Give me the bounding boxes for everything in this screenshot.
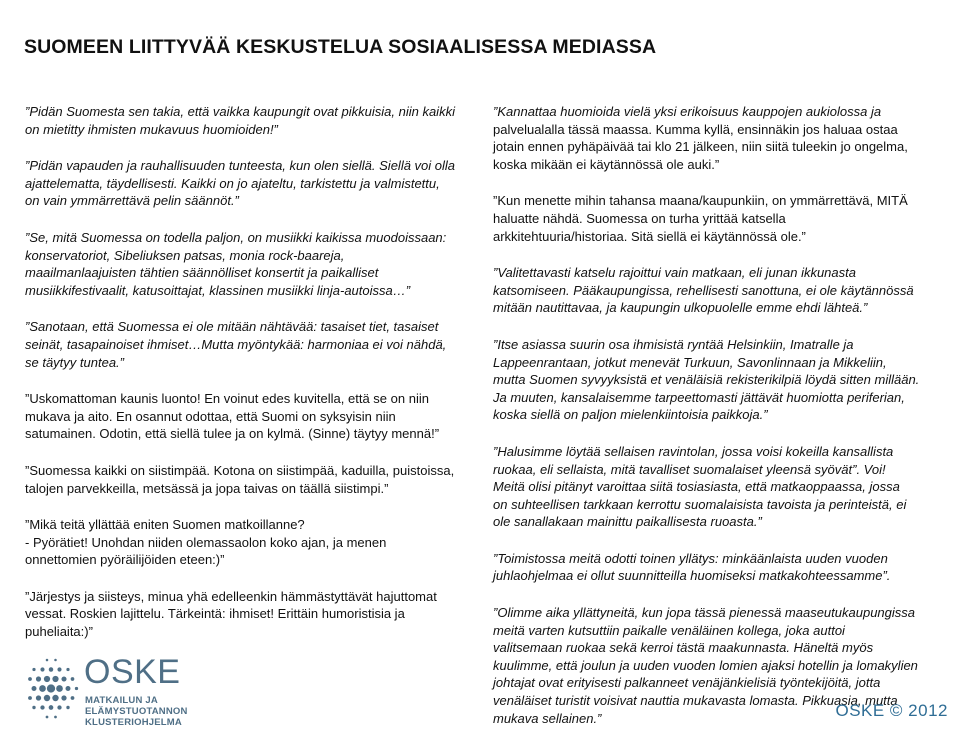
logo-subtitle-line-3: KLUSTERIOHJELMA xyxy=(85,717,182,728)
quote-paragraph xyxy=(493,550,945,585)
quote-line: palvelualalla tässä maassa. Kumma kyllä, ensinnäkin jos haluaa ostaa xyxy=(493,121,898,137)
logo-subtitle-line-2: ELÄMYSTUOTANNON xyxy=(85,706,188,717)
quote-paragraph xyxy=(493,103,945,173)
quote-line: juhlaohjelmaa ei ollut suunnitteilla huomiseksi matkakohteessamme”. xyxy=(493,568,891,584)
quote-paragraph xyxy=(25,462,465,497)
quote-line: seinät, tasapainoiset ihmiset…Mutta myöntykää: harmoniaa ei voi nähdä, xyxy=(25,336,447,352)
quote-line: koska siellä on paljon mielenkiintoisia paikkoja.” xyxy=(493,407,768,423)
quote-line: ”Sanotaan, että Suomessa ei ole mitään nähtävää: tasaiset tiet, tasaiset xyxy=(25,319,439,335)
quote-line: katsomiseen. Pääkaupungissa, rehellisesti sanottuna, ei ole käytännössä xyxy=(493,282,914,298)
quote-line: on vain ymmärrettävä pelin säännöt.” xyxy=(25,193,239,209)
quote-paragraph xyxy=(25,390,465,443)
quote-line: ole sanallakaan mainittu paikallisesta ruoasta.” xyxy=(493,514,762,530)
quote-paragraph xyxy=(493,443,945,531)
quote-paragraph xyxy=(493,264,945,317)
quote-line: Lappeenrantaan, jotkut menevät Turkuun, Savonlinnaan ja Mikkeliin, xyxy=(493,354,887,370)
quote-line: ”Uskomattoman kaunis luonto! En voinut edes kuvitella, että se on niin xyxy=(25,391,429,407)
quote-line: ”Järjestys ja siisteys, minua yhä edelleenkin hämmästyttävät hajuttomat xyxy=(25,588,437,604)
quote-paragraph xyxy=(25,516,465,569)
quote-line: ”Kun menette mihin tahansa maana/kaupunkiin, on ymmärrettävä, MITÄ xyxy=(493,193,908,209)
quote-line: Meitä olisi pitänyt varoittaa siitä tosiasiasta, että matkaoppaassa, jossa xyxy=(493,479,900,495)
quote-line: koska mikään ei käytännössä ole auki.” xyxy=(493,156,720,172)
quote-line: valitsemaan ruokaa sekä kerroi tästä maakunnasta. Häneltä myös xyxy=(493,640,874,656)
oske-logo xyxy=(25,653,195,728)
quote-line: johtajat ovat erityisesti palkanneet venäjänkielisiä työntekijöitä, jotta xyxy=(493,675,881,691)
quote-line: mutta Suomen syvyyksistä et venäläisiä rekisterikilpiä löydä sitten millään. xyxy=(493,372,920,388)
quote-line: ”Pidän vapauden ja rauhallisuuden tunteesta, kun olen siellä. Siellä voi olla xyxy=(25,158,456,174)
quote-paragraph xyxy=(25,318,465,371)
quote-line: satumainen. Odotin, että siellä tulee ja on kylmä. (Sinne) täytyy mennä!” xyxy=(25,426,440,442)
quote-line: maailmanlaajuisten tähtien säännölliset konsertit ja paikalliset xyxy=(25,265,379,281)
quote-line: ”Toimistossa meitä odotti toinen yllätys: minkäänlaista uuden vuoden xyxy=(493,550,888,566)
quote-paragraph xyxy=(25,103,465,138)
quote-line: mitään nautittavaa, ja kaupungin ulkopuolelle emme ehdi lähteä.” xyxy=(493,300,868,316)
quote-line: jotain ennen pyhäpäivää tai klo 21 jälkeen, niin siitä tuleekin jo ongelma, xyxy=(493,139,908,155)
oske-logo-dots-icon xyxy=(25,655,81,725)
page-title: SUOMEEN LIITTYVÄÄ KESKUSTELUA SOSIAALISESSA MEDIASSA xyxy=(24,36,657,58)
logo-name: OSKE xyxy=(84,653,181,691)
quote-line: ”Se, mitä Suomessa on todella paljon, on musiikki kaikissa muodoissaan: xyxy=(25,229,447,245)
quote-line: ruokaa, eli sellaista, mitä tavalliset suomalaiset yleensä syövät”. Voi! xyxy=(493,461,886,477)
quote-paragraph xyxy=(25,157,465,210)
quote-paragraph xyxy=(493,336,945,424)
quote-line: ”Pidän Suomesta sen takia, että vaikka kaupungit ovat pikkuisia, niin kaikki xyxy=(25,104,455,119)
quote-line: on mietitty ihmisten mukavuus huomioiden!” xyxy=(25,121,278,137)
quote-line: musiikkifestivaalit, katusoittajat, klassinen musiikki linja-autoissa…” xyxy=(25,282,411,298)
quote-paragraph xyxy=(493,192,945,245)
quote-line: se täytyy tuntea.” xyxy=(25,354,124,370)
quote-line: onnettomien pyöräilijöiden eteen:)” xyxy=(25,552,225,568)
quote-line: meitä varten kutsuttiin paikalle venäläinen kollega, joka auttoi xyxy=(493,622,845,638)
quote-line: konservatoriot, Sibeliuksen patsas, monia rock-baareja, xyxy=(25,247,345,263)
quote-line: Ja muuten, kansalaisemme tarpeettomasti jättävät huomiotta periferian, xyxy=(493,389,905,405)
quote-line: ”Itse asiassa suurin osa ihmisistä ryntää Helsinkiin, Imatralle ja xyxy=(493,336,854,352)
quote-line: ”Olimme aika yllättyneitä, kun jopa tässä pienessä maaseutukaupungissa xyxy=(493,605,916,621)
quote-line: ajattelematta, täydellisesti. Kaikki on jo ajateltu, tarkistettu ja valmistettu, xyxy=(25,175,440,191)
quote-paragraph xyxy=(25,229,465,299)
quote-line: mukava sellainen.” xyxy=(493,710,602,726)
quote-line: ”Kannattaa huomioida vielä yksi erikoisuus kauppojen aukiolossa ja xyxy=(493,104,882,119)
quote-line: puheliaita:)” xyxy=(25,624,93,640)
quote-line: talojen parvekkeilla, metsässä ja jopa taivas on täällä siistimpi.” xyxy=(25,480,389,496)
quote-line: - Pyörätiet! Unohdan niiden olemassaolon koko ajan, ja menen xyxy=(25,534,387,550)
quote-line: mukava ja aito. En osannut odottaa, että Suomi on syksyisin niin xyxy=(25,408,396,424)
quote-paragraph xyxy=(25,588,465,641)
footer-copyright: OSKE © 2012 xyxy=(835,701,948,720)
quote-line: ”Halusimme löytää sellaisen ravintolan, jossa voisi kokeilla kansallista xyxy=(493,443,894,459)
quote-line: ”Mikä teitä yllättää eniten Suomen matkoillanne? xyxy=(25,517,305,533)
quote-line: on suhteellisen tarkkaan kerrottu suomalaisista tavoista ja perinteistä, ei xyxy=(493,496,907,512)
logo-subtitle-line-1: MATKAILUN JA xyxy=(85,695,158,706)
quote-line: kuulimme, että joulun ja uuden vuoden lomien ajaksi hotellin ja lomakylien xyxy=(493,657,918,673)
quote-line: venäläiset turistit voisivat nauttia mukavasta lomasta. Pikkuasia, mutta xyxy=(493,693,898,709)
right-quotes-column xyxy=(493,103,945,746)
quote-line: ”Valitettavasti katselu rajoittui vain matkaan, eli junan ikkunasta xyxy=(493,265,856,281)
quote-line: vessat. Roskien lajittelu. Tärkeintä: ihmiset! Erittäin humoristisia ja xyxy=(25,606,405,622)
quote-line: arkkitehtuuria/historiaa. Sitä siellä ei käytännössä ole.” xyxy=(493,228,806,244)
left-quotes-column xyxy=(25,103,465,660)
quote-line: ”Suomessa kaikki on siistimpää. Kotona on siistimpää, kaduilla, puistoissa, xyxy=(25,462,455,478)
quote-line: haluatte nähdä. Suomessa on turha yrittää katsella xyxy=(493,210,786,226)
